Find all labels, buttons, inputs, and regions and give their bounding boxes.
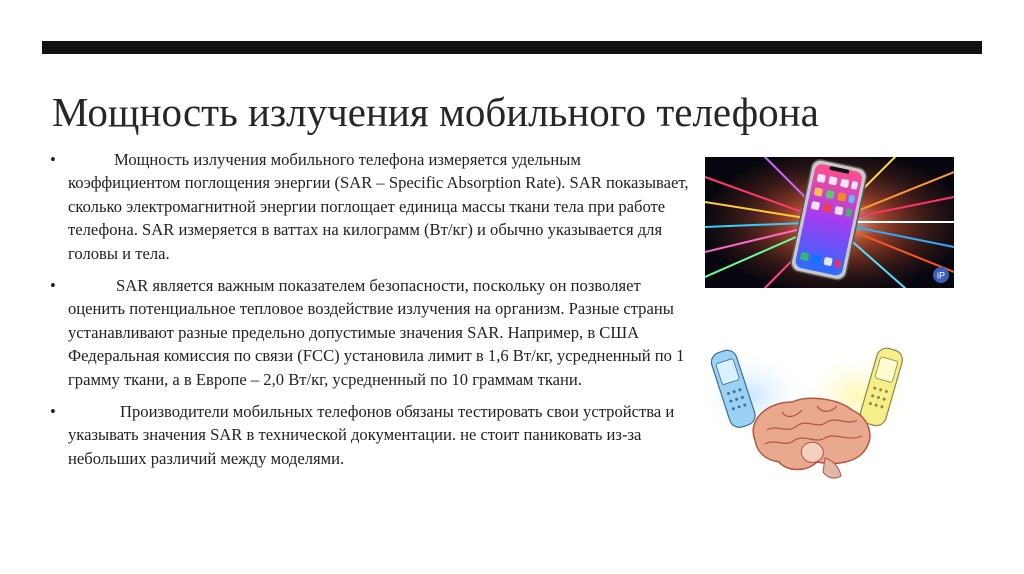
smartphone-illustration xyxy=(705,157,954,288)
brain-phones-photo xyxy=(707,340,907,490)
bullet-text: Мощность излучения мобильного телефона измеряется удельным коэффициентом поглощения энергии (SAR – Specific Absorption Rate). SAR показывает, сколько электромагнитной энергии поглощает единица массы ткани тела при работе телефона. SAR измеряется в ваттах на килограмм (Вт/кг) и обычно указывается для головы и тела. xyxy=(68,150,689,263)
top-accent-bar xyxy=(42,41,982,54)
smartphone-photo xyxy=(705,157,954,288)
bullet-text: Производители мобильных телефонов обязаны тестировать свои устройства и указывать значения SAR в технической документации. не стоит паниковать из-за небольших различий между моделями. xyxy=(68,402,675,468)
brain-phones-illustration xyxy=(707,340,907,490)
bullet-item xyxy=(50,274,690,391)
bullet-text: SAR является важным показателем безопасности, поскольку он позволяет оценить потенциальное тепловое воздействие излучения на организм. Разные страны устанавливают разные предельно допустимые значения SAR. Например, в США Федеральная комиссия по связи (FCC) установила лимит в 1,6 Вт/кг, усредненный по 1 грамму ткани, а в Европе – 2,0 Вт/кг, усредненный по 10 граммам ткани. xyxy=(68,276,685,389)
slide-title: Мощность излучения мобильного телефона xyxy=(52,89,819,135)
bullet-list xyxy=(50,148,690,479)
bullet-marker: • xyxy=(50,402,56,422)
photo-badge: iP xyxy=(936,270,946,281)
bullet-item xyxy=(50,400,690,470)
bullet-item xyxy=(50,148,690,265)
bullet-marker: • xyxy=(50,150,56,169)
bullet-marker: • xyxy=(50,276,56,296)
